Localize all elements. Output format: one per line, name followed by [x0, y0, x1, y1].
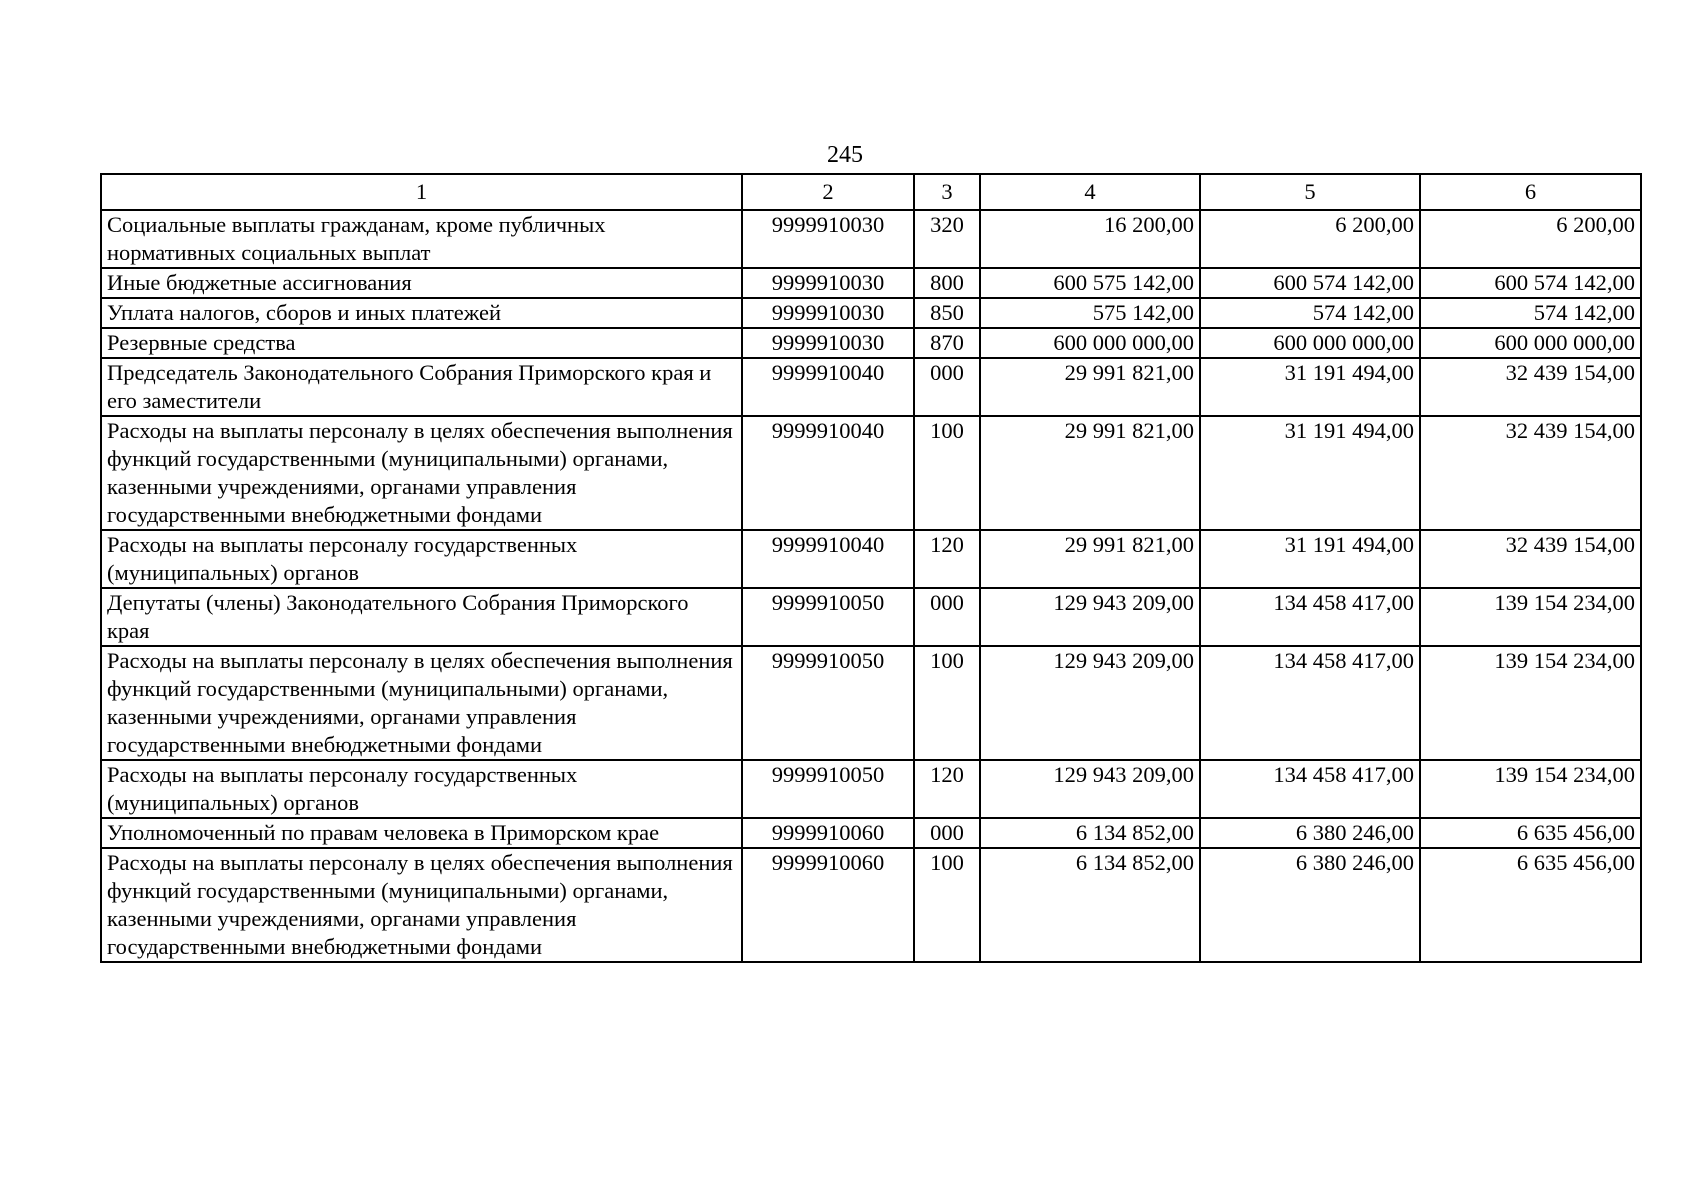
row-amount-5: 134 458 417,00 — [1200, 760, 1420, 818]
table-row — [101, 848, 1641, 962]
row-type: 120 — [914, 760, 980, 818]
row-amount-6: 6 635 456,00 — [1420, 848, 1641, 962]
row-amount-4: 29 991 821,00 — [980, 416, 1200, 530]
row-amount-6: 139 154 234,00 — [1420, 760, 1641, 818]
row-amount-4: 29 991 821,00 — [980, 358, 1200, 416]
row-name: Резервные средства — [101, 328, 742, 358]
row-name: Уплата налогов, сборов и иных платежей — [101, 298, 742, 328]
row-name: Председатель Законодательного Собрания Приморского края и его заместители — [101, 358, 742, 416]
row-name: Уполномоченный по правам человека в Приморском крае — [101, 818, 742, 848]
row-amount-4: 600 575 142,00 — [980, 268, 1200, 298]
row-name: Расходы на выплаты персоналу в целях обеспечения выполнения функций государственными (муниципальными) органами, казенными учреждениями, органами управления государственными внебюджетными фондами — [101, 848, 742, 962]
row-type: 870 — [914, 328, 980, 358]
row-amount-6: 139 154 234,00 — [1420, 646, 1641, 760]
table-row — [101, 416, 1641, 530]
row-amount-5: 134 458 417,00 — [1200, 646, 1420, 760]
row-amount-6: 139 154 234,00 — [1420, 588, 1641, 646]
table-header — [101, 174, 1641, 210]
row-amount-5: 574 142,00 — [1200, 298, 1420, 328]
row-amount-5: 134 458 417,00 — [1200, 588, 1420, 646]
row-amount-4: 129 943 209,00 — [980, 646, 1200, 760]
row-type: 000 — [914, 588, 980, 646]
row-type: 100 — [914, 416, 980, 530]
budget-table — [100, 173, 1642, 963]
header-col-6: 6 — [1420, 174, 1641, 210]
row-amount-6: 6 635 456,00 — [1420, 818, 1641, 848]
row-amount-4: 575 142,00 — [980, 298, 1200, 328]
table-row — [101, 818, 1641, 848]
row-type: 800 — [914, 268, 980, 298]
row-amount-4: 6 134 852,00 — [980, 848, 1200, 962]
row-type: 000 — [914, 818, 980, 848]
table-row — [101, 210, 1641, 268]
table-row — [101, 588, 1641, 646]
row-name: Расходы на выплаты персоналу в целях обеспечения выполнения функций государственными (муниципальными) органами, казенными учреждениями, органами управления государственными внебюджетными фондами — [101, 416, 742, 530]
row-code: 9999910030 — [742, 210, 914, 268]
table-body — [101, 210, 1641, 962]
table-row — [101, 298, 1641, 328]
row-amount-4: 6 134 852,00 — [980, 818, 1200, 848]
row-code: 9999910040 — [742, 416, 914, 530]
row-type: 000 — [914, 358, 980, 416]
table-row — [101, 268, 1641, 298]
row-code: 9999910030 — [742, 268, 914, 298]
row-code: 9999910050 — [742, 760, 914, 818]
row-code: 9999910040 — [742, 530, 914, 588]
table-row — [101, 328, 1641, 358]
header-row — [101, 174, 1641, 210]
row-amount-5: 31 191 494,00 — [1200, 416, 1420, 530]
row-code: 9999910050 — [742, 646, 914, 760]
row-amount-6: 32 439 154,00 — [1420, 416, 1641, 530]
row-code: 9999910040 — [742, 358, 914, 416]
header-col-5: 5 — [1200, 174, 1420, 210]
row-amount-4: 129 943 209,00 — [980, 760, 1200, 818]
row-type: 100 — [914, 848, 980, 962]
header-col-4: 4 — [980, 174, 1200, 210]
row-name: Социальные выплаты гражданам, кроме публичных нормативных социальных выплат — [101, 210, 742, 268]
row-code: 9999910060 — [742, 848, 914, 962]
row-type: 850 — [914, 298, 980, 328]
table-row — [101, 530, 1641, 588]
row-amount-5: 6 380 246,00 — [1200, 818, 1420, 848]
table-row — [101, 760, 1641, 818]
row-type: 320 — [914, 210, 980, 268]
row-type: 120 — [914, 530, 980, 588]
row-amount-6: 32 439 154,00 — [1420, 530, 1641, 588]
row-amount-6: 32 439 154,00 — [1420, 358, 1641, 416]
row-amount-5: 31 191 494,00 — [1200, 358, 1420, 416]
row-name: Расходы на выплаты персоналу государственных (муниципальных) органов — [101, 530, 742, 588]
row-amount-6: 6 200,00 — [1420, 210, 1641, 268]
row-amount-4: 16 200,00 — [980, 210, 1200, 268]
row-amount-6: 600 000 000,00 — [1420, 328, 1641, 358]
row-amount-5: 6 380 246,00 — [1200, 848, 1420, 962]
row-amount-4: 29 991 821,00 — [980, 530, 1200, 588]
row-code: 9999910030 — [742, 298, 914, 328]
row-code: 9999910030 — [742, 328, 914, 358]
header-col-3: 3 — [914, 174, 980, 210]
header-col-1: 1 — [101, 174, 742, 210]
row-type: 100 — [914, 646, 980, 760]
table-row — [101, 358, 1641, 416]
row-name: Депутаты (члены) Законодательного Собрания Приморского края — [101, 588, 742, 646]
row-name: Расходы на выплаты персоналу государственных (муниципальных) органов — [101, 760, 742, 818]
row-amount-6: 600 574 142,00 — [1420, 268, 1641, 298]
row-amount-4: 600 000 000,00 — [980, 328, 1200, 358]
row-name: Расходы на выплаты персоналу в целях обеспечения выполнения функций государственными (муниципальными) органами, казенными учреждениями, органами управления государственными внебюджетными фондами — [101, 646, 742, 760]
row-amount-4: 129 943 209,00 — [980, 588, 1200, 646]
row-amount-5: 600 000 000,00 — [1200, 328, 1420, 358]
row-amount-6: 574 142,00 — [1420, 298, 1641, 328]
row-code: 9999910060 — [742, 818, 914, 848]
row-name: Иные бюджетные ассигнования — [101, 268, 742, 298]
table-row — [101, 646, 1641, 760]
header-col-2: 2 — [742, 174, 914, 210]
row-amount-5: 31 191 494,00 — [1200, 530, 1420, 588]
page-number: 245 — [827, 142, 863, 168]
row-amount-5: 6 200,00 — [1200, 210, 1420, 268]
row-amount-5: 600 574 142,00 — [1200, 268, 1420, 298]
row-code: 9999910050 — [742, 588, 914, 646]
